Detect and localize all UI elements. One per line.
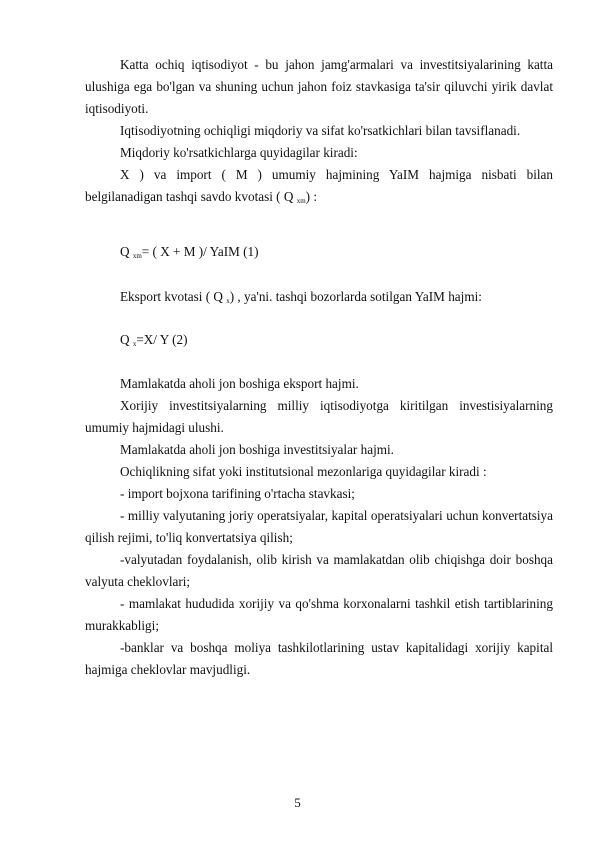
list-item-foreign-enterprises: - mamlakat hududida xorijiy va qo'shma korxonalarni tashkil etish tartiblarining murakkabligi; bbox=[85, 596, 553, 633]
formula-trade-quota: Q $_{xm}$= ( X + M )/ YaIM (1) bbox=[120, 244, 259, 260]
formula-export-quota: Q $_x$=X/ Y (2) bbox=[120, 332, 188, 348]
paragraph-investment-per-capita: Mamlakatda aholi jon boshiga investitsiyalar hajmi. bbox=[120, 442, 394, 457]
list-item-currency-convertibility: - milliy valyutaning joriy operatsiyalar, kapital operatsiyalari uchun konvertatsiya qilish rejimi, to'liq konvertatsiya qilish; bbox=[85, 508, 553, 545]
paragraph-large-open-economy: Katta ochiq iqtisodiyot - bu jahon jamg'armalari va investitsiyalarining katta ulushiga ega bo'lgan va shuning uchun jahon foiz stavkasiga ta'sir qiluvchi yirik davlat iqtisodiyoti. bbox=[85, 57, 553, 116]
paragraph-export-quota: Eksport kvotasi ( Q $_x$) , ya'ni. tashqi bozorlarda sotilgan YaIM hajmi: bbox=[120, 289, 482, 305]
paragraph-quantitative-intro: Miqdoriy ko'rsatkichlarga quyidagilar kiradi: bbox=[120, 145, 358, 160]
paragraph-export-per-capita: Mamlakatda aholi jon boshiga eksport hajmi. bbox=[120, 376, 359, 391]
paragraph-openness-indicators: Iqtisodiyotning ochiqligi miqdoriy va sifat ko'rsatkichlari bilan tavsiflanadi. bbox=[120, 123, 521, 138]
list-item-import-tariff: - import bojxona tarifining o'rtacha stavkasi; bbox=[120, 486, 355, 501]
list-item-bank-capital-limits: -banklar va boshqa moliya tashkilotlarining ustav kapitalidagi xorijiy kapital hajmiga cheklovlar mavjudligi. bbox=[85, 640, 553, 677]
paragraph-trade-quota: X ) va import ( M ) umumiy hajmining YaIM hajmiga nisbati bilan belgilanadigan tashqi savdo kvotasi ( Q $_{xm}$) : bbox=[85, 167, 553, 205]
page-number: 5 bbox=[294, 795, 301, 810]
paragraph-foreign-investment-share: Xorijiy investitsiyalarning milliy iqtisodiyotga kiritilgan investisiyalarning umumiy hajmidagi ulushi. bbox=[85, 398, 553, 435]
list-item-currency-restrictions: -valyutadan foydalanish, olib kirish va mamlakatdan olib chiqishga doir boshqa valyuta cheklovlari; bbox=[85, 552, 553, 589]
paragraph-qualitative-intro: Ochiqlikning sifat yoki institutsional mezonlariga quyidagilar kiradi : bbox=[120, 464, 487, 479]
